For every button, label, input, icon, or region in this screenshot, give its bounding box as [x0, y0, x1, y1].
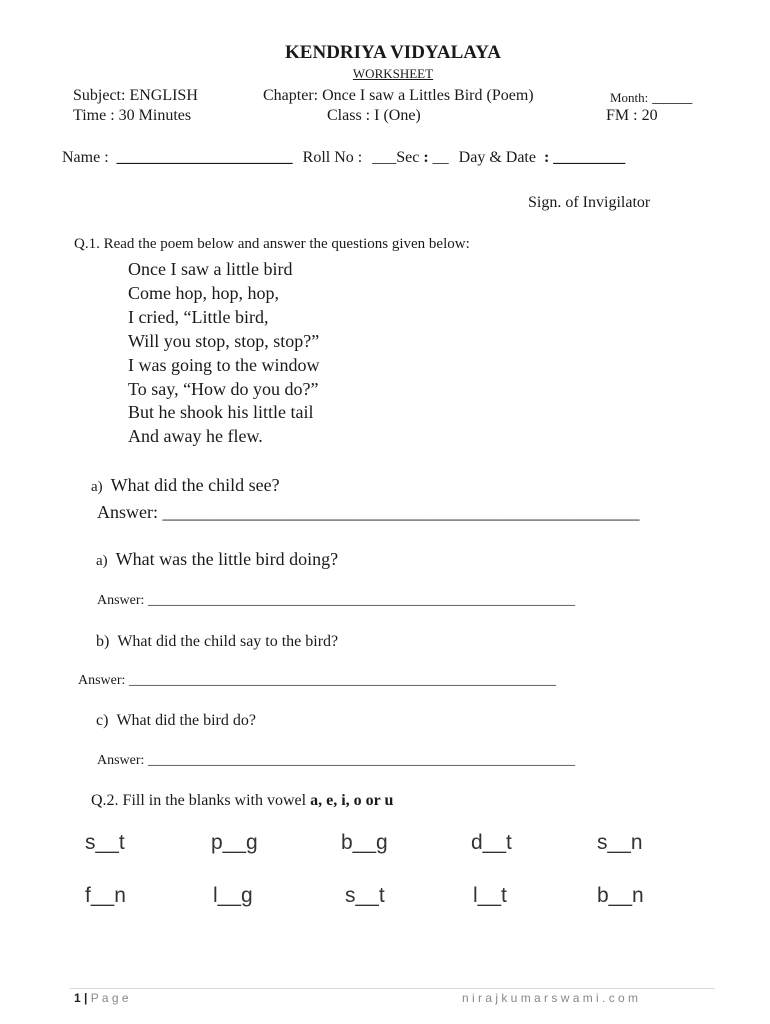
name-label: Name :: [62, 149, 109, 166]
page-number: [74, 991, 129, 1005]
q2-prompt: [91, 792, 393, 810]
date-label: Day & Date: [458, 149, 536, 166]
blank-word: f__n: [85, 884, 126, 907]
question-a2: [96, 549, 338, 570]
page-separator: |: [84, 991, 88, 1005]
question-text: What was the little bird doing?: [115, 549, 339, 569]
blank-word: s__t: [345, 884, 385, 907]
month-field: [610, 89, 692, 107]
sec-blank: __: [432, 149, 449, 166]
blank-word: p__g: [211, 831, 258, 854]
sec-colon: :: [423, 149, 429, 166]
question-number: a): [96, 553, 108, 569]
poem-line: To say, “How do you do?”: [128, 378, 319, 399]
answer-blank: _____________________________________________________________: [147, 593, 575, 608]
poem-line: I cried, “Little bird,: [128, 306, 269, 327]
answer-line-a2: [97, 593, 575, 609]
q2-vowels: a, e, i, o or u: [310, 792, 394, 809]
page-number-value: 1: [74, 991, 81, 1005]
blank-word: b__n: [597, 884, 644, 907]
fm-label: FM : 20: [606, 107, 658, 124]
blank-word: b__g: [341, 831, 388, 854]
roll-blank: ___: [372, 149, 397, 166]
blank-word: s__t: [85, 831, 125, 854]
q1-prompt: Q.1. Read the poem below and answer the questions given below:: [74, 236, 470, 252]
date-blank: _________: [553, 149, 626, 166]
chapter-label: Chapter: Once I saw a Littles Bird (Poem): [263, 87, 534, 104]
answer-label: Answer:: [78, 673, 126, 688]
q2-prompt-text: Q.2. Fill in the blanks with vowel: [91, 792, 311, 809]
answer-line-a: [97, 502, 640, 523]
date-colon: :: [543, 149, 550, 166]
roll-label: Roll No :: [302, 149, 363, 166]
blank-word: l__g: [213, 884, 253, 907]
time-label: Time : 30 Minutes: [73, 107, 192, 124]
question-number: b): [96, 633, 110, 650]
school-title: KENDRIYA VIDYALAYA: [285, 42, 501, 63]
worksheet-subtitle: WORKSHEET: [352, 66, 434, 81]
poem: [128, 258, 319, 449]
month-blank: _____: [652, 89, 693, 106]
question-c: [96, 712, 256, 730]
class-label: Class : I (One): [327, 107, 421, 124]
answer-line-b: [78, 673, 556, 689]
poem-line: And away he flew.: [128, 426, 263, 447]
answer-line-c: [97, 753, 575, 769]
blank-word: l__t: [473, 884, 507, 907]
answer-blank: _____________________________________________________________: [147, 753, 575, 768]
name-blank: ______________________: [116, 149, 293, 166]
student-info-row: [62, 149, 625, 167]
answer-label: Answer:: [97, 593, 145, 608]
answer-label: Answer:: [97, 502, 158, 522]
question-a: [91, 475, 280, 496]
poem-line: But he shook his little tail: [128, 402, 314, 423]
poem-line: Come hop, hop, hop,: [128, 282, 279, 303]
subject-label: Subject: ENGLISH: [73, 87, 198, 104]
blank-word: d__t: [471, 831, 512, 854]
answer-label: Answer:: [97, 753, 145, 768]
question-text: What did the bird do?: [116, 712, 256, 729]
question-text: What did the child see?: [110, 475, 280, 495]
sec-label: Sec: [396, 149, 420, 166]
blank-word: s__n: [597, 831, 643, 854]
poem-line: Will you stop, stop, stop?”: [128, 330, 320, 351]
answer-blank: _____________________________________________________: [162, 502, 640, 522]
question-number: c): [96, 712, 109, 729]
footer-site: n i r a j k u m a r s w a m i . c o m: [462, 991, 639, 1005]
answer-blank: _____________________________________________________________: [128, 673, 556, 688]
poem-line: I was going to the window: [128, 354, 320, 375]
page-word: P a g e: [90, 991, 129, 1005]
month-label: Month:: [610, 90, 649, 105]
question-text: What did the child say to the bird?: [117, 633, 339, 650]
invigilator-sign: Sign. of Invigilator: [528, 194, 651, 211]
footer-divider: [70, 988, 715, 989]
poem-line: Once I saw a little bird: [128, 259, 293, 279]
question-b: [96, 633, 338, 651]
question-number: a): [91, 479, 103, 495]
